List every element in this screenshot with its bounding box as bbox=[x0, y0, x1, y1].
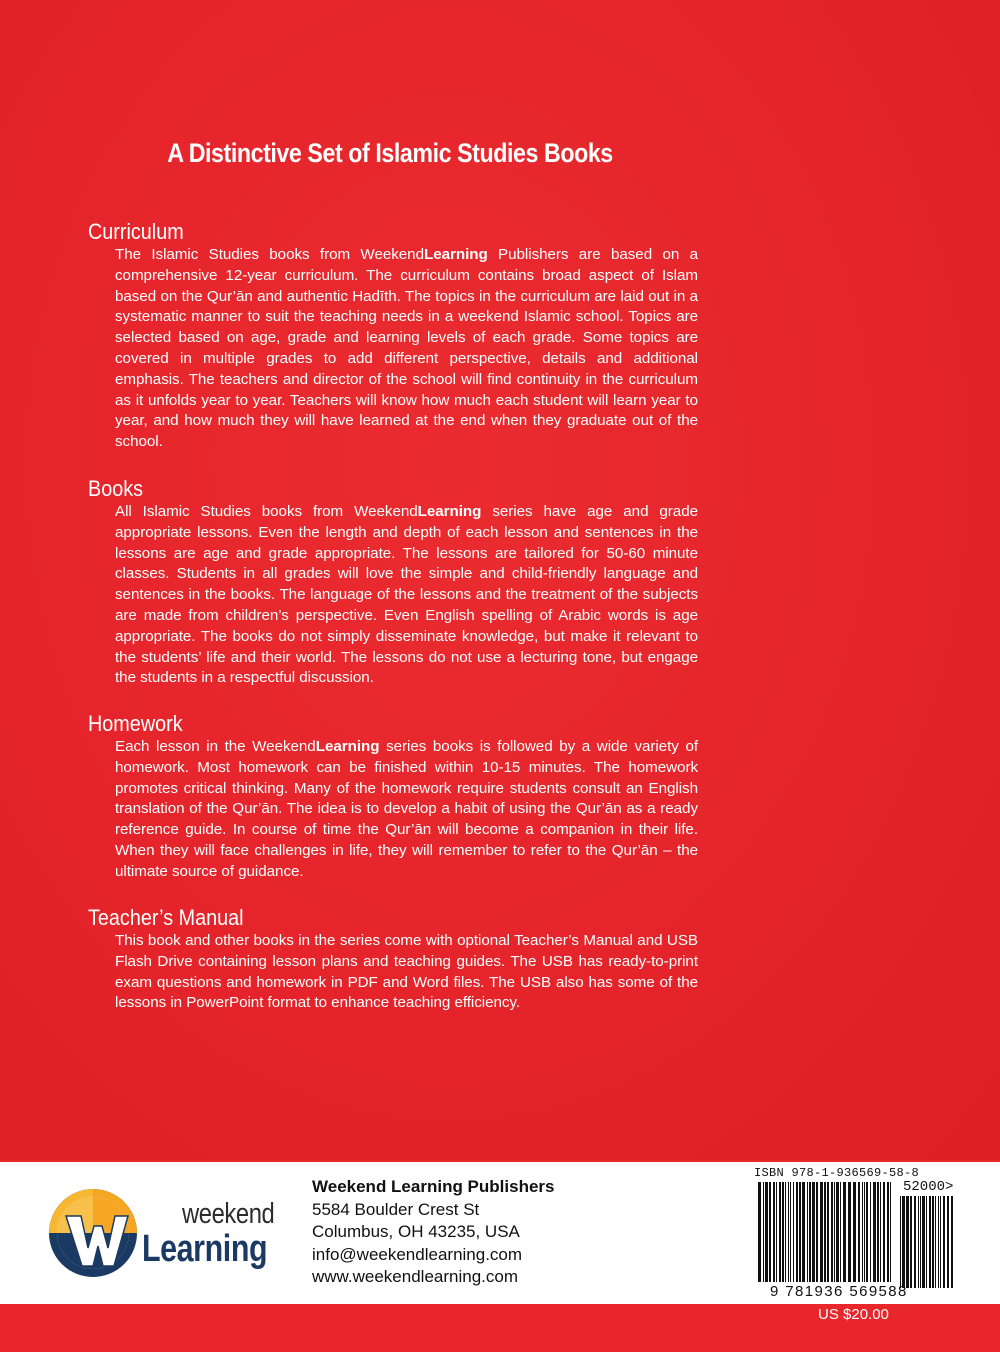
barcode-bar bbox=[799, 1182, 801, 1282]
barcode-bar bbox=[840, 1182, 841, 1282]
section-homework bbox=[88, 711, 698, 883]
barcode-bar bbox=[796, 1182, 798, 1282]
publisher-address bbox=[312, 1176, 554, 1289]
barcode-bar bbox=[922, 1196, 925, 1288]
logo-word-learning: Learning bbox=[142, 1228, 268, 1270]
barcode-bar bbox=[769, 1182, 771, 1282]
barcode-bar bbox=[938, 1196, 939, 1288]
barcode-bar bbox=[858, 1182, 860, 1282]
barcode-addon-icon bbox=[900, 1196, 956, 1288]
section-teachers-manual bbox=[88, 905, 698, 1014]
brand-bold: Learning bbox=[423, 246, 488, 263]
barcode-main-icon bbox=[758, 1182, 894, 1288]
section-body bbox=[115, 502, 698, 689]
body-text: All Islamic Studies books from Weekend bbox=[115, 503, 418, 520]
barcode-bar bbox=[758, 1182, 761, 1282]
barcode-bar bbox=[824, 1182, 826, 1282]
barcode-bar bbox=[790, 1182, 791, 1282]
publisher-website: www.weekendlearning.com bbox=[312, 1267, 518, 1286]
barcode-bar bbox=[890, 1182, 891, 1282]
barcode-bar bbox=[831, 1182, 833, 1282]
barcode-bar bbox=[820, 1182, 823, 1282]
barcode-bar bbox=[873, 1182, 876, 1282]
barcode-bar bbox=[883, 1182, 885, 1282]
barcode-bar bbox=[862, 1182, 863, 1282]
price-label: US $20.00 bbox=[818, 1306, 889, 1323]
barcode-bar bbox=[951, 1196, 953, 1288]
barcode-bar bbox=[782, 1182, 784, 1282]
barcode-bar bbox=[943, 1196, 945, 1288]
body-text: series books is followed by a wide variety of homework. Most homework can be finished within 10-15 minutes. The homework promotes critical thinking. Many of the homework require students consult an English translation of the Qur’ān. The idea is to develop a habit of using the Qur’ān as a ready reference guide. In course of time the Qur’ān will become a companion in their life. When they will face challenges in life, they will remember to refer to the Qur’ān – the ultimate source of guidance. bbox=[115, 738, 699, 880]
body-text: This book and other books in the series come with optional Teacher’s Manual and USB Flash Drive containing lesson plans and teaching guides. The USB has ready-to-print exam questions and homework in PDF and Word files. The USB also has some of the lessons in PowerPoint format to enhance teaching efficiency. bbox=[115, 932, 698, 1012]
body-text: Each lesson in the Weekend bbox=[115, 738, 316, 755]
barcode-bar bbox=[812, 1182, 815, 1282]
body-text: series have age and grade appropriate lessons. Even the length and depth of each lesson and sentences in the lessons are age and grade appropriate. The lessons are tailored for 50-60 minute classes. Students in all grades will love the simple and child-friendly language and sentences in the books. The language of the lessons and the treatment of the subjects are made from children’s perspective. Even English spelling of Arabic words is age appropriate. The books do not simply disseminate knowledge, but make it relevant to the students’ life and their world. The lessons do not use a lecturing tone, but engage the students in a respectful discussion. bbox=[115, 503, 698, 687]
barcode-bar bbox=[785, 1182, 786, 1282]
barcode-bar bbox=[910, 1196, 912, 1288]
barcode-bar bbox=[763, 1182, 764, 1282]
barcode-bar bbox=[935, 1196, 936, 1288]
logo-word-weekend: weekend bbox=[182, 1198, 275, 1230]
barcode-bar bbox=[802, 1182, 805, 1282]
barcode-bar bbox=[834, 1182, 835, 1282]
body-text: Publishers are based on a comprehensive 12-year curriculum. The curriculum contains broad aspect of Islam based on the Qur’ān and authentic Hadīth. The topics in the curriculum are laid out in a systematic manner to suit the teaching needs in a weekend Islamic school. Topics are selected based on age, grade and learning levels of each grade. Some topics are covered in multiple grades to add different perspective, details and additional emphasis. The teachers and director of the school will find continuity in the curriculum as it unfolds year to year. Teachers will know how much each student will learn year to year, and how much they will have learned at the end when they graduate out of the school. bbox=[115, 246, 698, 451]
section-title: Teacher’s Manual bbox=[88, 905, 244, 930]
publisher-street: 5584 Boulder Crest St bbox=[312, 1199, 480, 1219]
barcode-bar bbox=[877, 1182, 879, 1282]
barcode-bar bbox=[776, 1182, 777, 1282]
barcode-bar bbox=[918, 1196, 919, 1288]
barcode-bar bbox=[870, 1182, 871, 1282]
section-title: Homework bbox=[88, 711, 183, 736]
main-title: A Distinctive Set of Islamic Studies Books bbox=[167, 138, 613, 168]
barcode-number: 9 781936 569588 bbox=[770, 1283, 908, 1300]
barcode-bar bbox=[773, 1182, 775, 1282]
barcode-bar bbox=[809, 1182, 811, 1282]
barcode-bar bbox=[788, 1182, 789, 1282]
barcode-bar bbox=[947, 1196, 949, 1288]
section-body bbox=[115, 245, 698, 453]
barcode-bar bbox=[853, 1182, 856, 1282]
barcode-bar bbox=[866, 1182, 868, 1282]
barcode-bar bbox=[929, 1196, 931, 1288]
isbn-text: ISBN 978-1-936569-58-8 bbox=[754, 1166, 920, 1180]
publisher-name: Weekend Learning Publishers bbox=[312, 1177, 555, 1196]
barcode-bar bbox=[914, 1196, 916, 1288]
barcode-bar bbox=[920, 1196, 921, 1288]
barcode-bar bbox=[836, 1182, 839, 1282]
section-books bbox=[88, 476, 698, 689]
barcode-bar bbox=[807, 1182, 808, 1282]
barcode-bar bbox=[864, 1182, 865, 1282]
publisher-email: info@weekendlearning.com bbox=[312, 1244, 523, 1264]
section-body bbox=[115, 737, 698, 883]
barcode-bar bbox=[902, 1196, 905, 1288]
barcode-bar bbox=[940, 1196, 941, 1288]
barcode-bar bbox=[926, 1196, 927, 1288]
barcode-bar bbox=[900, 1196, 901, 1288]
barcode-bar bbox=[906, 1196, 909, 1288]
weekend-learning-logo-icon bbox=[48, 1188, 138, 1278]
barcode-bar bbox=[816, 1182, 818, 1282]
body-text: The Islamic Studies books from Weekend bbox=[115, 246, 424, 263]
barcode-bar bbox=[779, 1182, 781, 1282]
barcode-bar bbox=[765, 1182, 768, 1282]
barcode-bar bbox=[793, 1182, 794, 1282]
barcode-bar bbox=[843, 1182, 846, 1282]
barcode-bar bbox=[880, 1182, 881, 1282]
barcode-bar bbox=[932, 1196, 934, 1288]
section-title: Curriculum bbox=[88, 219, 184, 244]
publisher-city: Columbus, OH 43235, USA bbox=[312, 1222, 520, 1241]
brand-bold: Learning bbox=[315, 738, 380, 755]
barcode-bar bbox=[887, 1182, 889, 1282]
price-code: 52000> bbox=[903, 1179, 954, 1195]
barcode-bar bbox=[848, 1182, 851, 1282]
brand-bold: Learning bbox=[417, 503, 482, 520]
section-curriculum bbox=[88, 219, 698, 453]
section-body bbox=[115, 931, 698, 1014]
barcode-bar bbox=[827, 1182, 829, 1282]
section-title: Books bbox=[88, 476, 144, 501]
